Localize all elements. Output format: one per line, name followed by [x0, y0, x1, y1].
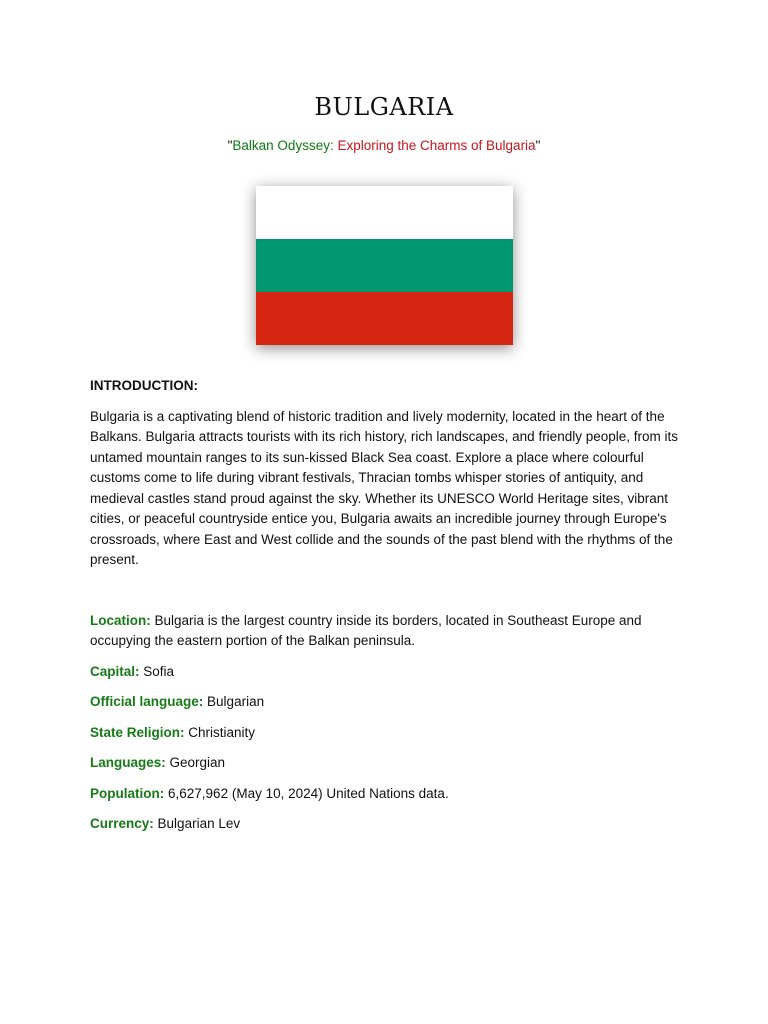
fact-currency: [90, 814, 682, 835]
fact-label: State Religion:: [90, 724, 185, 740]
subtitle-red-text: Exploring the Charms of Bulgaria: [337, 138, 536, 153]
subtitle-close-quote: ": [535, 138, 541, 153]
subtitle-green-text: Balkan Odyssey:: [232, 138, 334, 153]
fact-languages: [90, 753, 682, 774]
fact-value: Bulgaria is the largest country inside its borders, located in Southeast Europe and occupying the eastern portion of the Balkan peninsula.: [90, 612, 642, 648]
fact-state-religion: [90, 723, 682, 744]
introduction-heading: INTRODUCTION:: [90, 378, 198, 393]
subtitle-open-quote: ": [227, 138, 233, 153]
fact-value: Christianity: [188, 724, 256, 740]
introduction-paragraph: Bulgaria is a captivating blend of historic tradition and lively modernity, located in the heart of the Balkans. Bulgaria attracts tourists with its rich history, rich landscapes, and friendly people, from its untamed mountain ranges to its sun-kissed Black Sea coast. Explore a place where colourful customs come to life during vibrant festivals, Thracian tombs whisper stories of antiquity, and medieval castles stand proud against the sky. Whether its UNESCO World Heritage sites, vibrant cities, or peaceful countryside entice you, Bulgaria awaits an incredible journey through Europe's crossroads, where East and West collide and the sounds of the past blend with the rhythms of the present.: [90, 408, 679, 567]
fact-label: Currency:: [90, 816, 154, 831]
fact-label: Population:: [90, 785, 165, 801]
fact-value: 6,627,962 (May 10, 2024) United Nations data.: [168, 785, 449, 801]
fact-value: Bulgarian: [207, 694, 265, 709]
fact-label: Capital:: [90, 663, 140, 679]
fact-value: Sofia: [143, 663, 175, 679]
fact-official-language: [90, 692, 682, 713]
flag-white-stripe: [256, 186, 513, 239]
document-content: [90, 376, 682, 845]
fact-location: [90, 611, 682, 652]
bulgaria-flag-image: [256, 186, 513, 345]
fact-label: Location:: [90, 612, 151, 628]
fact-value: Bulgarian Lev: [157, 816, 241, 831]
flag-red-stripe: [256, 292, 513, 345]
page-subtitle: [0, 138, 768, 153]
fact-label: Languages:: [90, 755, 166, 770]
fact-label: Official language:: [90, 694, 204, 709]
fact-value: Georgian: [169, 755, 226, 770]
fact-population: [90, 784, 682, 805]
page-title: BULGARIA: [314, 93, 454, 121]
fact-capital: [90, 662, 682, 683]
flag-green-stripe: [256, 239, 513, 292]
